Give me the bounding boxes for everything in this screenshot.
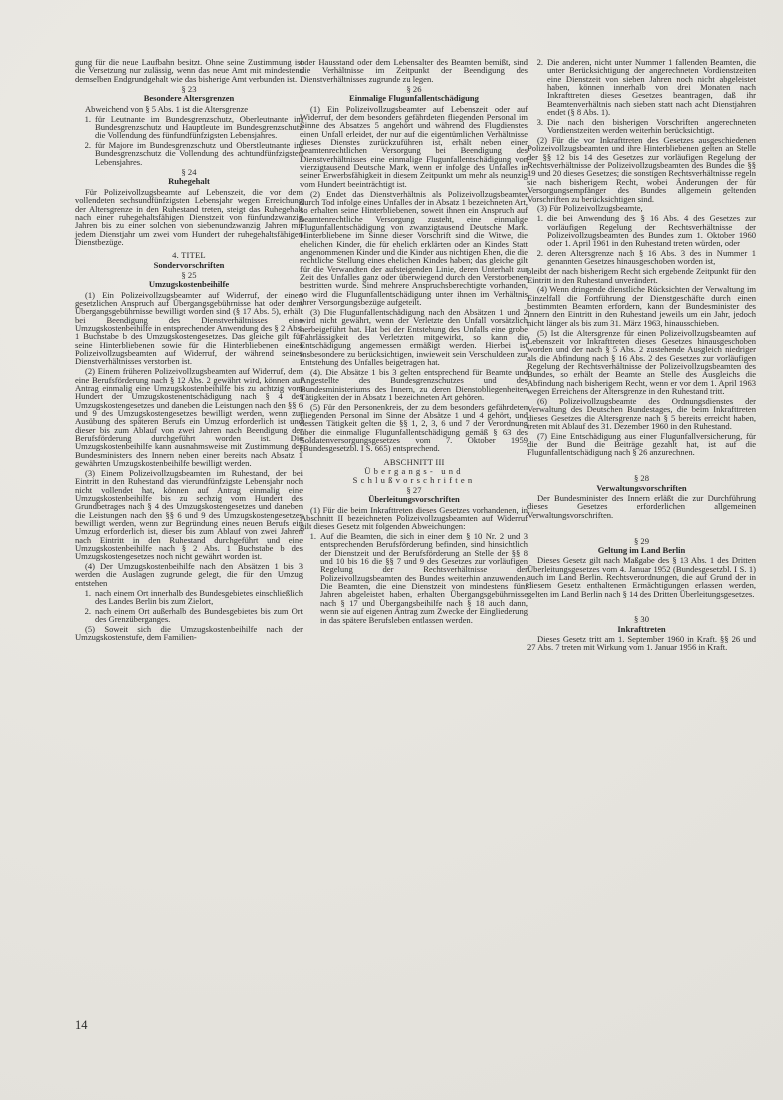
paragraph: (1) Für die beim Inkrafttreten dieses Gesetzes vorhandenen, in Abschnitt II bezeichneten Polizeivollzugsbeamten auf Widerruf gilt dieses Gesetz mit folgenden Abweichungen: (300, 504, 528, 532)
section-heading: Verwaltungsvorschriften (596, 482, 687, 493)
text-column-left (75, 58, 303, 643)
list-item-text: Auf die Beamten, die sich in einer dem § 10 Nr. 2 und 3 entsprechenden Berufsförderung befinden, sind hinsichtlich der Dienstzeit und der Berufsförderung an Stelle der §§ 8 und 10 bis 16 die §§ 7 und 9 des Gesetzes zur vorläufigen Regelung der Rechtsverhältnisse der Polizeivollzugsbeamten des Bundes weiterhin anzuwenden. Die Beamten, die eine Dienstzeit von mindestens fünf Jahren abgeleistet haben, erhalten Übergangsgebührnisse nach § 17 und Übergangsbeihilfe nach § 18 auch dann, wenn sie auf eigenen Antrag zum Zwecke der Eingliederung in das spätere Berufsleben entlassen werden. (320, 531, 528, 625)
paragraph: oder Hausstand oder dem Lebensalter des Beamten bemißt, sind die Verhältnisse im Zeitpunkt der Beendigung des Dienstverhältnisses zugrunde zu legen. (300, 57, 528, 84)
paragraph: Dieses Gesetz gilt nach Maßgabe des § 13 Abs. 1 des Dritten Überleitungsgesetzes vom 4. Januar 1952 (Bundesgesetzbl. I S. 1) auch im Land Berlin. Rechtsverordnungen, die auf Grund der in diesem Gesetz enthaltenen Ermächtigungen erlassen werden, gelten im Land Berlin nach § 14 des Dritten Überleitungsgesetzes. (527, 555, 756, 599)
list-item-number: 1. (84, 113, 91, 124)
paragraph: (2) Endet das Dienstverhältnis als Polizeivollzugsbeamter durch Tod infolge eines Unfalles der in Absatz 1 bezeichneten Art, so erhalten seine Hinterbliebenen, soweit ihnen ein Anspruch auf beamtenrechtliche Versorgung zusteht, eine einmalige Flugunfallentschädigung von zwanzigtausend Deutsche Mark. Hinterbliebene im Sinne dieser Vorschrift sind die Witwe, die ehelichen Kinder, die für ehelich erklärten oder an Kindes Statt angenommenen Kinder und die Kinder aus nichtigen Ehen, die die rechtliche Stellung eines ehelichen Kindes haben; das gleiche gilt für die Verwandten der aufsteigenden Linie, deren Unterhalt zur Zeit des Unfalles ganz oder überwiegend durch den Verstorbenen bestritten wurde. Sind mehrere Anspruchsberechtigte vorhanden, so wird die Flugunfallentschädigung unter ihnen im Verhältnis ihrer Versorgungsbezüge aufgeteilt. (300, 188, 528, 308)
paragraph: (4) Wenn dringende dienstliche Rücksichten der Verwaltung im Einzelfall die Fortführung der Dienstgeschäfte durch einen bestimmten Beamten erfordern, kann der Bundesminister des Innern den Eintritt in den Ruhestand jeweils um ein Jahr, jedoch nicht länger als bis zum 31. März 1963, hinausschieben. (527, 284, 756, 328)
list-item-number: 2. (84, 605, 91, 616)
section-number: § 28 (634, 473, 649, 484)
section-number: § 30 (634, 614, 649, 625)
section-number: § 24 (181, 167, 197, 178)
paragraph: bleibt der nach bisherigem Recht sich ergebende Zeitpunkt für den Eintritt in den Ruhestand unverändert. (527, 266, 756, 285)
list-item-number: 3. (536, 116, 543, 127)
list-item-number: 1. (309, 531, 316, 542)
section-number: § 25 (181, 269, 197, 280)
paragraph: (5) Für den Personenkreis, der zu dem besonders gefährdeten fliegenden Personal im Sinne der Absätze 1 und 4 gehört, und dessen Tätigkeit gelten die §§ 1, 2, 3, 6 und 7 der Verordnung über die einmalige Flugunfallentschädigung gemäß § 63 des Soldatenversorgungsgesetzes vom 7. Oktober 1959 (Bundesgesetzbl. I S. 665) entsprechend. (300, 401, 528, 454)
section-number: § 26 (406, 84, 422, 95)
section-number: § 29 (634, 535, 649, 546)
paragraph: (1) Ein Polizeivollzugsbeamter auf Widerruf, der einen gesetzlichen Anspruch auf Übergangsgebührnisse hat oder dem Übergangsgebührnisse bewilligt worden sind (§ 17 Abs. 5), erhält bei Beendigung des Dienstverhältnisses eine Umzugskostenbeihilfe in entsprechender Anwendung des § 2 Abs. 1 Buchstabe b des Umzugskostengesetzes. Das gleiche gilt für seine Hinterbliebenen sowie für die Hinterbliebenen eines Polizeivollzugsbeamten auf Widerruf, der während seines Dienstverhältnisses verstorben ist. (75, 289, 303, 367)
paragraph: Der Bundesminister des Innern erläßt die zur Durchführung dieses Gesetzes erforderlichen allgemeinen Verwaltungsvorschriften. (527, 493, 756, 520)
section-heading: Inkrafttreten (617, 623, 666, 634)
paragraph: (2) Für die vor Inkrafttreten des Gesetzes ausgeschiedenen Polizeivollzugsbeamten und ihre Hinterbliebenen gelten an Stelle der §§ 12 bis 14 des Gesetzes zur vorläufigen Regelung der Rechtsverhältnisse der Polizeivollzugsbeamten des Bundes die §§ 19 und 20 dieses Gesetzes; die sonstigen Rechtsverhältnisse regeln sie nach bisherigem Recht, wobei Änderungen der für Versorgungsempfänger des Bundes allgemein geltenden Vorschriften zu berücksichtigen sind. (527, 135, 756, 204)
list-item-number: 2. (536, 57, 543, 67)
part-title: 4. TITEL (172, 250, 206, 261)
text-column-right (527, 58, 756, 653)
list-item-text: Die nach den bisherigen Vorschriften angerechneten Vordienstzeiten werden weiterhin berücksichtigt. (547, 116, 756, 136)
section-heading: Einmalige Flugunfallentschädigung (349, 93, 479, 104)
spacer (527, 458, 756, 472)
list-item-number: 1. (536, 213, 543, 224)
list-item-number: 1. (84, 587, 91, 598)
list-item (527, 214, 756, 247)
paragraph: (5) Soweit sich die Umzugskostenbeihilfe nach der Umzugskostenstufe, dem Familien- (75, 624, 303, 643)
section-number: § 27 (406, 484, 422, 495)
paragraph: (5) Ist die Altersgrenze für einen Polizeivollzugsbeamten auf Lebenszeit vor Inkrafttreten dieses Gesetzes hinausgeschoben worden und der nach § 5 Abs. 2 zustehende Ausgleich niedriger als die Abfindung nach § 16 Abs. 2 des Gesetzes zur vorläufigen Regelung der Rechtsverhältnisse der Polizeivollzugsbeamten des Bundes, so erhält der Beamte an Stelle des Ausgleichs die Abfindung nach bisherigem Recht, wenn er vor dem 1. April 1963 wegen Erreichens der Altersgrenze in den Ruhestand tritt. (527, 327, 756, 397)
list-item-number: 2. (536, 248, 543, 259)
part-subtitle: Übergangs- und (364, 466, 464, 477)
section-heading: Ruhegehalt (168, 176, 210, 187)
list-item-text: für Leutnante im Bundesgrenzschutz, Oberleutnante im Bundesgrenzschutz und Hauptleute im Bundesgrenzschutz die Vollendung des fünfundfünfzigsten Lebensjahres. (95, 113, 303, 141)
part-title: ABSCHNITT III (383, 456, 445, 467)
paragraph: (7) Eine Entschädigung aus einer Flugunfallversicherung, für die der Bund die Beiträge gezahlt hat, ist auf die Flugunfallentschädigung nach § 26 anzurechnen. (527, 430, 756, 458)
section-heading: Besondere Altersgrenzen (143, 93, 235, 104)
list-item-text: für Majore im Bundesgrenzschutz und Oberstleutnante im Bundesgrenzschutz die Vollendung des achtundfünfzigsten Lebensjahres. (95, 140, 303, 167)
list-item-text: die bei Anwendung des § 16 Abs. 4 des Gesetzes zur vorläufigen Regelung der Rechtsverhältnisse der Polizeivollzugsbeamten des Bundes zum 1. Oktober 1960 oder 1. April 1961 in den Ruhestand treten würden, oder (547, 213, 756, 249)
paragraph: (2) Einem früheren Polizeivollzugsbeamten auf Widerruf, dem eine Berufsförderung nach § 12 Abs. 2 gewährt wird, können auf Antrag einmalig eine Umzugskostenbeihilfe bis zu achtzig vom Hundert der Umzugskostenentschädigung nach § 4 des Umzugskostengesetzes und daneben die Leistungen nach den §§ 6 und 9 des Umzugskostengesetzes bewilligt werden, wenn zur Ausübung des späteren Berufs ein Umzug erforderlich ist und dieser bis zum Ablauf von zwei Jahren nach Beendigung der Berufsförderung durchgeführt worden ist. Die Umzugskostenbeihilfe kann ausnahmsweise mit Zustimmung des Bundesministers des Innern neben einer bereits nach Absatz 1 gewährten Umzugskostenbeihilfe bewilligt werden. (75, 366, 303, 468)
paragraph: (3) Für Polizeivollzugsbeamte, (537, 203, 643, 214)
section-heading: Geltung im Land Berlin (597, 544, 686, 555)
page-number: 14 (75, 1018, 88, 1032)
paragraph: (3) Einem Polizeivollzugsbeamten im Ruhestand, der bei Eintritt in den Ruhestand das vierundfünfzigste Lebensjahr noch nicht vollendet hat, können auf Antrag einmalig eine Umzugskostenbeihilfe bis zu sechzig vom Hundert des Grundbetrages nach § 4 des Umzugskostengesetzes und daneben die Leistungen nach den §§ 6 und 9 des Umzugskostengesetzes bewilligt werden, wenn zur Begründung eines neuen Berufs ein Umzug erforderlich ist, dieser bis zum Ablauf von zwei Jahren nach Eintritt in den Ruhestand durchgeführt und eine Umzugskostenbeihilfe nach § 2 Abs. 1 Buchstabe b des Umzugskostengesetzes noch nicht gewährt worden ist. (75, 467, 303, 562)
paragraph: (4) Der Umzugskostenbeihilfe nach den Absätzen 1 bis 3 werden die Auslagen zugrunde gelegt, die für den Umzug entstehen (75, 561, 303, 588)
section-number: § 23 (181, 84, 197, 95)
list-item (75, 115, 303, 140)
spacer (527, 599, 756, 613)
paragraph: Dieses Gesetz tritt am 1. September 1960 in Kraft. §§ 26 und 27 Abs. 7 treten mit Wirkung vom 1. Januar 1956 in Kraft. (527, 634, 756, 653)
list-item-number: 2. (84, 140, 91, 151)
section-heading: Sondervorschriften (153, 259, 225, 270)
list-item (75, 607, 303, 624)
spacer (527, 521, 756, 535)
list-item (75, 589, 303, 606)
list-item (527, 249, 756, 266)
list-item (75, 141, 303, 166)
list-item-text: nach einem Ort außerhalb des Bundesgebietes bis zum Ort des Grenzüberganges. (95, 605, 303, 625)
paragraph: (3) Die Flugunfallentschädigung nach den Absätzen 1 und 2 wird nicht gewährt, wenn der Verletzte den Unfall vorsätzlich herbeigeführt hat. Hat bei der Entstehung des Unfalls eine grobe Fahrlässigkeit des Verletzten mitgewirkt, so kann die Entschädigung angemessen ermäßigt werden. Hierbei ist insbesondere zu berücksichtigen, inwieweit sein Verschuldeen zur Entstehung des Unfalles beigetragen hat. (300, 306, 528, 368)
list-item (527, 118, 756, 135)
paragraph: (6) Polizeivollzugsbeamte des Ordnungsdienstes der Verwaltung des Deutschen Bundestages, die beim Inkrafttreten dieses Gesetzes die Altersgrenze nach § 5 bereits erreicht haben, treten mit Ablauf des 31. Dezember 1960 in den Ruhestand. (527, 395, 756, 431)
list-item-text: deren Altersgrenze nach § 16 Abs. 3 des in Nummer 1 genannten Gesetzes hinausgeschoben worden ist, (547, 248, 756, 267)
list-item (527, 58, 756, 116)
paragraph: (4). Die Absätze 1 bis 3 gelten entsprechend für Beamte und Angestellte des Bundesgrenzschutzes und des Bundesministeriums des Innern, zu deren Dienstobliegenheiten Tätigkeiten der in Absatz 1 bezeichneten Art gehören. (300, 366, 528, 402)
text-column-middle (300, 58, 528, 625)
paragraph: (1) Ein Polizeivollzugsbeamter auf Lebenszeit oder auf Widerruf, der dem besonders gefährdeten fliegenden Personal im Sinne des Absatzes 5 angehört und während des Flugdienstes einen Unfall erleidet, der nur auf die eigentümlichen Verhältnisse dieses Dienstes zurückzuführen ist, erhält neben einer beamtenrechtlichen Versorgung bei Beendigung des Dienstverhältnisses eine einmalige Flugunfallentschädigung von vierzigtausend Deutsche Mark, wenn er infolge des Unfalles in seiner Erwerbsfähigkeit in diesem Zeitpunkt um mehr als neunzig vom Hundert beeinträchtigt ist. (300, 103, 528, 189)
paragraph: Für Polizeivollzugsbeamte auf Lebenszeit, die vor dem vollendeten sechsundfünfzigsten Lebensjahr wegen Erreichung der Altersgrenze in den Ruhestand treten, steigt das Ruhegehalt nach einer ruhegehaltsfähigen Dienstzeit von fünfundzwanzig Jahren bis zu einer solchen von siebenundzwanzig Jahren mit jedem Dienstjahr um zwei vom Hundert der ruhegehaltsfähigen Dienstbezüge. (75, 186, 303, 247)
list-item (300, 532, 528, 624)
paragraph: Abweichend von § 5 Abs. 1 ist die Altersgrenze (85, 103, 249, 114)
section-heading: Umzugskostenbeihilfe (148, 279, 230, 290)
list-item-text: Die anderen, nicht unter Nummer 1 fallenden Beamten, die unter Berücksichtigung der angerechneten Vordienstzeiten eine Dienstzeit von sieben Jahren noch nicht abgeleistet haben, können innerhalb von drei Monaten nach Inkrafttreten dieses Gesetzes beantragen, daß ihr Beamtenverhältnis nach sieben statt nach acht Dienstjahren endet (§ 8 Abs. 1). (547, 57, 756, 118)
list-item-text: nach einem Ort innerhalb des Bundesgebietes einschließlich des Landes Berlin bis zum Zielort, (95, 587, 303, 606)
part-subtitle: Schlußvorschriften (352, 474, 476, 485)
paragraph: gung für die neue Laufbahn besitzt. Ohne seine Zustimmung ist die Versetzung nur zulässig, wenn das neue Amt mit mindestens demselben Endgrundgehalt wie das bisherige Amt verbunden ist. (75, 57, 303, 84)
section-heading: Überleitungsvorschriften (368, 494, 460, 505)
